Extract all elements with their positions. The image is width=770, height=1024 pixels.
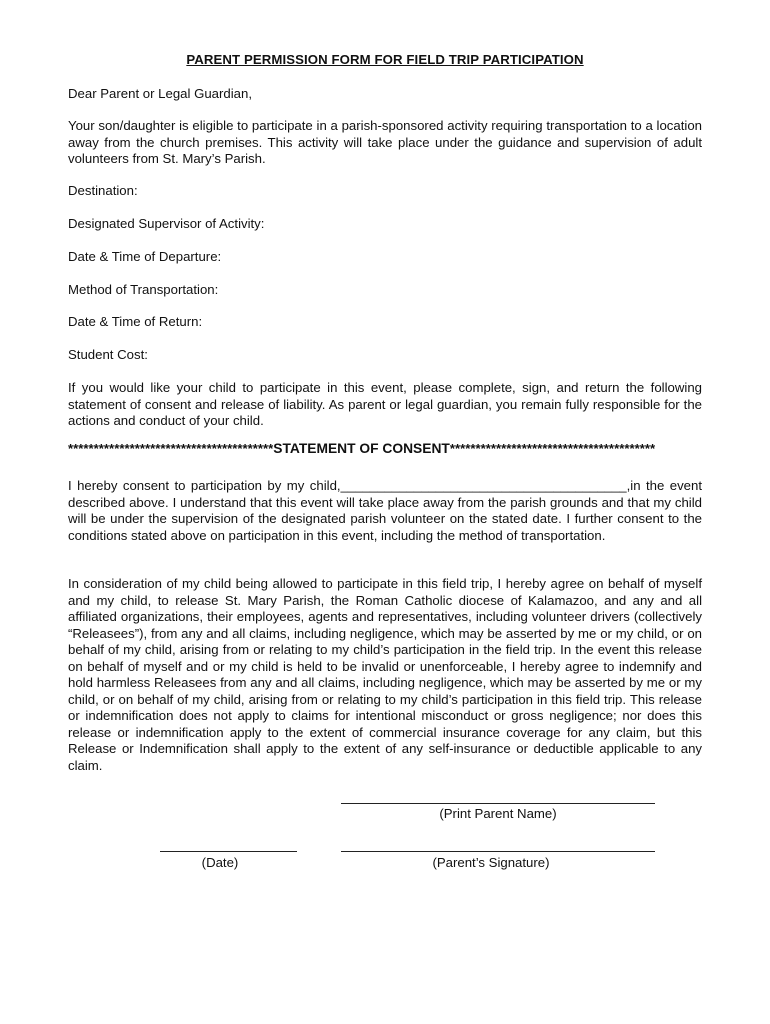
field-destination: Destination: (68, 183, 138, 198)
form-title: PARENT PERMISSION FORM FOR FIELD TRIP PARTICIPATION (186, 52, 584, 67)
signature-line[interactable] (341, 851, 655, 852)
field-transportation: Method of Transportation: (68, 282, 219, 297)
consent-paragraph: I hereby consent to participation by my child,_______________________________________,in the event described above. I understand that this event will take place away from the parish grounds and that my child will be under the supervision of the designated parish volunteer on the stated date. I further consent to the conditions stated above on participation in this event, including the method of transportation. (68, 478, 702, 543)
field-return: Date & Time of Return: (68, 314, 203, 329)
print-name-line[interactable] (341, 803, 655, 804)
field-supervisor: Designated Supervisor of Activity: (68, 216, 265, 231)
consent-heading-left-stars: **************************************** (68, 441, 274, 456)
parent-signature-label: (Parent’s Signature) (432, 855, 550, 870)
field-student-cost: Student Cost: (68, 347, 148, 362)
consent-heading-text: STATEMENT OF CONSENT (273, 441, 450, 456)
release-paragraph: In consideration of my child being allowed to participate in this field trip, I hereby agree on behalf of myself and my child, to release St. Mary Parish, the Roman Catholic diocese of Kalamazoo, and any and all affiliated organizations, their employees, agents and representatives, including volunteer drivers (collectively “Releasees”), from any and all claims, including negligence, which may be asserted by me or my child, or on behalf of my child, arising from or relating to my child’s participation in the field trip. In the event this release on behalf of myself and or my child is held to be invalid or unenforceable, I hereby agree to indemnify and hold harmless Releasees from any and all claims, including negligence, which may be asserted by me or my child, or on behalf of my child, arising from or relating to my child’s participation in this field trip. This release or indemnification does not apply to claims for intentional misconduct or gross negligence; nor does this release or indemnification apply to the extent of commercial insurance coverage for any claim, but this Release or Indemnification shall apply to the extent of any self-insurance or deductible applicable to any claim. (68, 576, 702, 773)
instruction-paragraph: If you would like your child to participate in this event, please complete, sign, and return the following statement of consent and release of liability. As parent or legal guardian, you remain fully responsible for the actions and conduct of your child. (68, 380, 702, 428)
intro-paragraph: Your son/daughter is eligible to participate in a parish-sponsored activity requiring transportation to a location away from the church premises. This activity will take place under the guidance and supervision of adult volunteers from St. Mary’s Parish. (68, 118, 702, 166)
date-label: (Date) (201, 855, 239, 870)
print-parent-name-label: (Print Parent Name) (439, 806, 557, 821)
date-line[interactable] (160, 851, 297, 852)
consent-heading (68, 441, 702, 456)
field-departure: Date & Time of Departure: (68, 249, 222, 264)
salutation: Dear Parent or Legal Guardian, (68, 86, 253, 101)
consent-heading-right-stars: **************************************** (449, 441, 656, 456)
